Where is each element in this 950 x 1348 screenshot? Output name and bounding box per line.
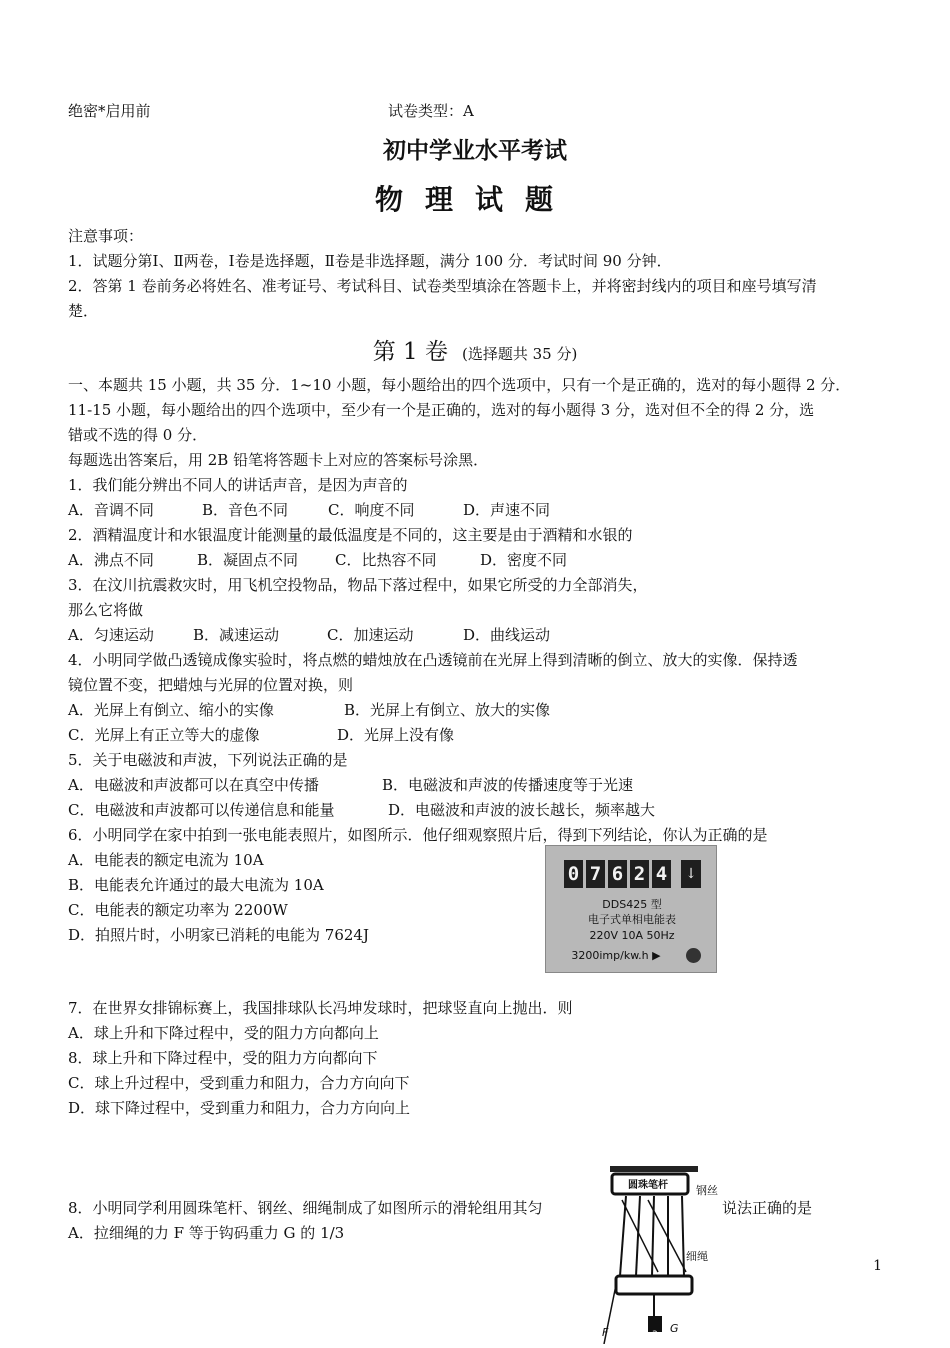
q7-option-b: 8．球上升和下降过程中，受的阻力方向都向下 — [68, 1049, 378, 1067]
pen-label: 圆珠笔杆 — [628, 1180, 668, 1191]
q1-option-a: A．音调不同 — [68, 501, 154, 519]
force-label: F — [602, 1326, 609, 1339]
q3-option-b: B．减速运动 — [193, 626, 280, 644]
q5-option-b: B．电磁波和声波的传播速度等于光速 — [382, 776, 634, 794]
q4-option-b: B．光屏上有倒立、放大的实像 — [344, 701, 551, 719]
q3-stem: 3．在汶川抗震救灾时，用飞机空投物品，物品下落过程中，如果它所受的力全部消失， — [68, 576, 648, 594]
notes-heading: 注意事项： — [68, 227, 144, 245]
q5-option-d: D．电磁波和声波的波长越长，频率越大 — [388, 801, 656, 819]
q7-option-a: A．球上升和下降过程中，受的阻力方向都向上 — [68, 1024, 379, 1042]
q5-option-c: C．电磁波和声波都可以传递信息和能量 — [68, 801, 335, 819]
page-number: 1 — [873, 1258, 882, 1274]
q4-option-a: A．光屏上有倒立、缩小的实像 — [68, 701, 274, 719]
note-2: 2．答第 1 卷前务必将姓名、准考证号、考试科目、试卷类型填涂在答题卡上，并将密封线内的项目和座号填写清 — [68, 277, 817, 295]
subject-title: 物理试题 — [374, 183, 575, 216]
q5-option-a: A．电磁波和声波都可以在真空中传播 — [68, 776, 319, 794]
meter-constant: 3200imp/kw.h ▶ — [571, 949, 661, 962]
q4-option-d: D．光屏上没有像 — [337, 726, 455, 744]
q7-option-d: D．球下降过程中，受到重力和阻力，合力方向向上 — [68, 1099, 411, 1117]
q7-stem: 7．在世界女排锦标赛上，我国排球队长冯坤发球时，把球竖直向上抛出．则 — [68, 999, 573, 1017]
instruction-1: 一、本题共 15 小题，共 35 分．1~10 小题，每小题给出的四个选项中，只有一个是正确的，选对的每小题得 2 分． — [68, 376, 851, 394]
meter-indicator-icon — [686, 948, 701, 963]
confidential-label: 绝密*启用前 — [68, 102, 151, 120]
instruction-4: 每题选出答案后，用 2B 铅笔将答题卡上对应的答案标号涂黑． — [68, 451, 489, 469]
q5-stem: 5．关于电磁波和声波，下列说法正确的是 — [68, 751, 348, 769]
q4-stem: 4．小明同学做凸透镜成像实验时，将点燃的蜡烛放在凸透镜前在光屏上得到清晰的倒立、放大的实像．保持透 — [68, 651, 798, 669]
q6-option-d: D．拍照片时，小明家已消耗的电能为 7624J — [68, 926, 369, 944]
q6-stem: 6．小明同学在家中拍到一张电能表照片，如图所示．他仔细观察照片后，得到下列结论，你认为正确的是 — [68, 826, 768, 844]
note-2-cont: 楚． — [68, 302, 99, 320]
q2-option-b: B．凝固点不同 — [197, 551, 299, 569]
meter-name: 电子式单相电能表 — [588, 913, 676, 926]
q6-option-b: B．电能表允许通过的最大电流为 10A — [68, 876, 324, 894]
q3-option-d: D．曲线运动 — [463, 626, 551, 644]
q3-stem-cont: 那么它将做 — [68, 601, 144, 619]
weight-digit: 3 — [652, 1330, 658, 1340]
volume-heading — [0, 333, 950, 366]
q4-option-c: C．光屏上有正立等大的虚像 — [68, 726, 260, 744]
meter-digit: 7 — [586, 860, 605, 888]
note-1: 1．试题分第Ⅰ、Ⅱ两卷，Ⅰ卷是选择题，Ⅱ卷是非选择题，满分 100 分．考试时间 90 分钟． — [68, 252, 672, 270]
q6-option-a: A．电能表的额定电流为 10A — [68, 851, 264, 869]
q4-stem-cont: 镜位置不变，把蜡烛与光屏的位置对换，则 — [68, 676, 354, 694]
meter-rating: 220V 10A 50Hz — [589, 929, 675, 942]
wire-label: 钢丝 — [696, 1184, 718, 1197]
q7-option-c: C．球上升过程中，受到重力和阻力，合力方向向下 — [68, 1074, 410, 1092]
q1-option-c: C．响度不同 — [328, 501, 415, 519]
meter-unit-icon: ↓ — [681, 860, 701, 888]
meter-digit: 6 — [608, 860, 627, 888]
q8-stem: 8．小明同学利用圆珠笔杆、钢丝、细绳制成了如图所示的滑轮组用其匀 — [68, 1199, 543, 1217]
weight-label: G — [670, 1322, 679, 1335]
rope-label: 细绳 — [686, 1250, 708, 1263]
q3-option-a: A．匀速运动 — [68, 626, 154, 644]
q8-option-a: A．拉细绳的力 F 等于钩码重力 G 的 1/3 — [68, 1224, 345, 1242]
q1-option-b: B．音色不同 — [202, 501, 289, 519]
paper-type-label: 试卷类型：A — [388, 102, 474, 120]
q6-option-c: C．电能表的额定功率为 2200W — [68, 901, 288, 919]
electric-meter-photo — [545, 845, 717, 973]
meter-model: DDS425 型 — [602, 898, 662, 911]
volume-subtitle: (选择题共 35 分) — [461, 345, 578, 363]
instruction-3: 错或不选的得 0 分． — [68, 426, 208, 444]
q1-stem: 1．我们能分辨出不同人的讲话声音，是因为声音的 — [68, 476, 408, 494]
pulley-figure — [600, 1160, 720, 1344]
meter-reading — [564, 860, 671, 888]
q3-option-c: C．加速运动 — [327, 626, 414, 644]
meter-digit: 4 — [652, 860, 671, 888]
q1-option-d: D．声速不同 — [463, 501, 551, 519]
instruction-2: 11-15 小题，每小题给出的四个选项中，至少有一个是正确的，选对的每小题得 3 分，选对但不全的得 2 分，选 — [68, 401, 815, 419]
meter-digit: 2 — [630, 860, 649, 888]
meter-digit: 0 — [564, 860, 583, 888]
q2-stem: 2．酒精温度计和水银温度计能测量的最低温度是不同的，这主要是由于酒精和水银的 — [68, 526, 633, 544]
q2-option-d: D．密度不同 — [480, 551, 568, 569]
q2-option-c: C．比热容不同 — [335, 551, 437, 569]
q8-stem-end: 说法正确的是 — [722, 1199, 813, 1217]
volume-title: 第 1 卷 — [372, 339, 448, 365]
exam-title: 初中学业水平考试 — [383, 138, 567, 164]
q2-option-a: A．沸点不同 — [68, 551, 154, 569]
